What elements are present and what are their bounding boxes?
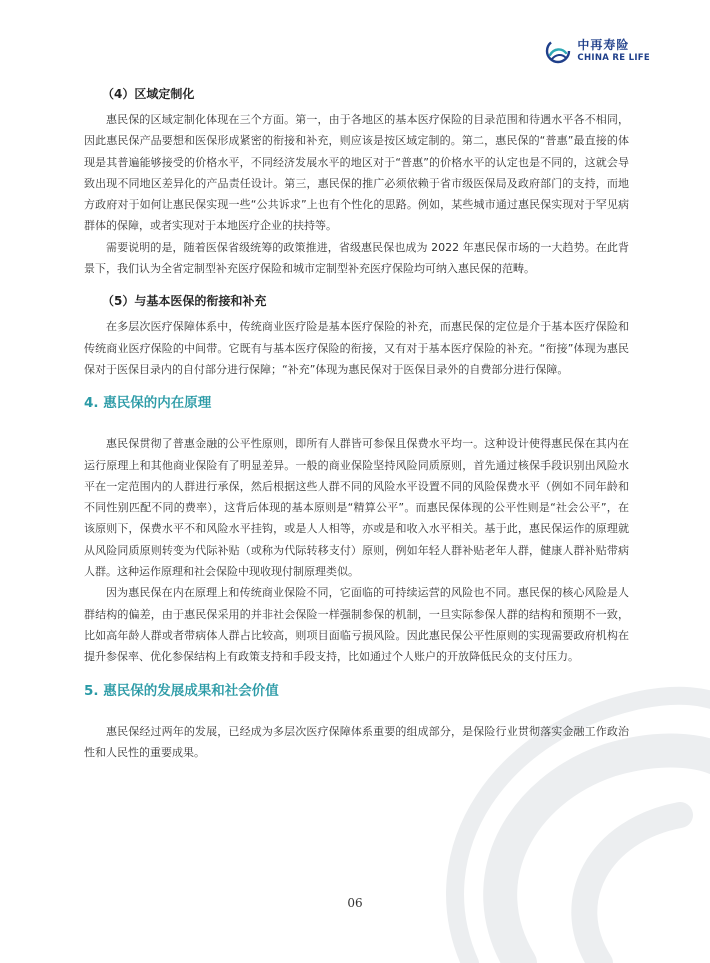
logo-chinese-name: 中再寿险 <box>577 38 630 53</box>
paragraph: 需要说明的是，随着医保省级统筹的政策推进，省级惠民保也成为 2022 年惠民保市场的一大趋势。在此背景下，我们认为全省定制型补充医疗保险和城市定制型补充医疗保险均可纳入惠民保的范畴。 <box>84 240 629 276</box>
paragraph: 惠民保经过两年的发展，已经成为多层次医疗保障体系重要的组成部分，是保险行业贯彻落实金融工作政治性和人民性的重要成果。 <box>84 724 629 759</box>
paragraph: 因为惠民保在内在原理上和传统商业保险不同，它面临的可持续运营的风险也不同。惠民保的核心风险是人群结构的偏差，由于惠民保采用的并非社会保险一样强制参保的机制，一旦实际参保人群的结构和预期不一致，比如高年龄人群或者带病体人群占比较高，则项目面临亏损风险。因此惠民保公平性原则的实现需要政府机构在提升参保率、优化参保结构上有政策支持和手段支持，比如通过个人账户的开放降低民众的支付压力。 <box>84 586 629 664</box>
subsection-heading-connection-and-supplement: （5）与基本医保的衔接和补充 <box>102 294 267 309</box>
paragraph: 在多层次医疗保障体系中，传统商业医疗险是基本医疗保险的补充，而惠民保的定位是介于基本医疗保险和传统商业医疗保险的中间带。它既有与基本医疗保险的衔接，又有对于基本医疗保险的补充。“衔接”体现为惠民保对于医保目录内的自付部分进行保障；“补充”体现为惠民保对于医保目录外的自费部分进行保障。 <box>84 320 629 376</box>
page-number: 06 <box>347 896 363 910</box>
section-heading-inner-principle: 4. 惠民保的内在原理 <box>84 395 212 412</box>
subsection-heading-regional-customization: （4）区域定制化 <box>102 87 195 101</box>
paragraph: 惠民保贯彻了普惠金融的公平性原则，即所有人群皆可参保且保费水平均一。这种设计使得惠民保在其内在运行原理上和其他商业保险有了明显差异。一般的商业保险坚持风险同质原则，首先通过核保手段识别出风险水平在一定范围内的人群进行承保，然后根据这些人群不同的风险水平设置不同的风险保费水平（例如不同年龄和不同性别匹配不同的费率），这背后体现的基本原则是“精算公平”。而惠民保体现的公平性则是“社会公平”，在该原则下，保费水平不和风险水平挂钩，或是人人相等，亦或是和收入水平相关。基于此，惠民保运作的原理就从风险同质原则转变为代际补贴（或称为代际转移支付）原则，例如年轻人群补贴老年人群，健康人群补贴带病人群。这种运作原理和社会保险中现收现付制原理类似。 <box>84 437 629 579</box>
document-body <box>84 84 629 763</box>
china-re-life-logo-icon <box>545 38 571 64</box>
logo-english-name: CHINA RE LIFE <box>577 53 650 64</box>
company-logo <box>545 38 650 64</box>
section-heading-development-and-social-value: 5. 惠民保的发展成果和社会价值 <box>84 682 279 699</box>
paragraph: 惠民保的区域定制化体现在三个方面。第一，由于各地区的基本医疗保险的目录范围和待遇水平各不相同，因此惠民保产品要想和医保形成紧密的衔接和补充，则应该是按区域定制的。第二，惠民保的“普惠”最直接的体现是其普遍能够接受的价格水平，不同经济发展水平的地区对于“普惠”的价格水平的认定也是不同的，这就会导致出现不同地区差异化的产品责任设计。第三，惠民保的推广必须依赖于省市级医保局及政府部门的支持，而地方政府对于如何让惠民保实现一些“公共诉求”上也有个性化的思路。例如，某些城市通过惠民保实现对于罕见病群体的保障，或者实现对于本地医疗企业的扶持等。 <box>84 113 629 233</box>
